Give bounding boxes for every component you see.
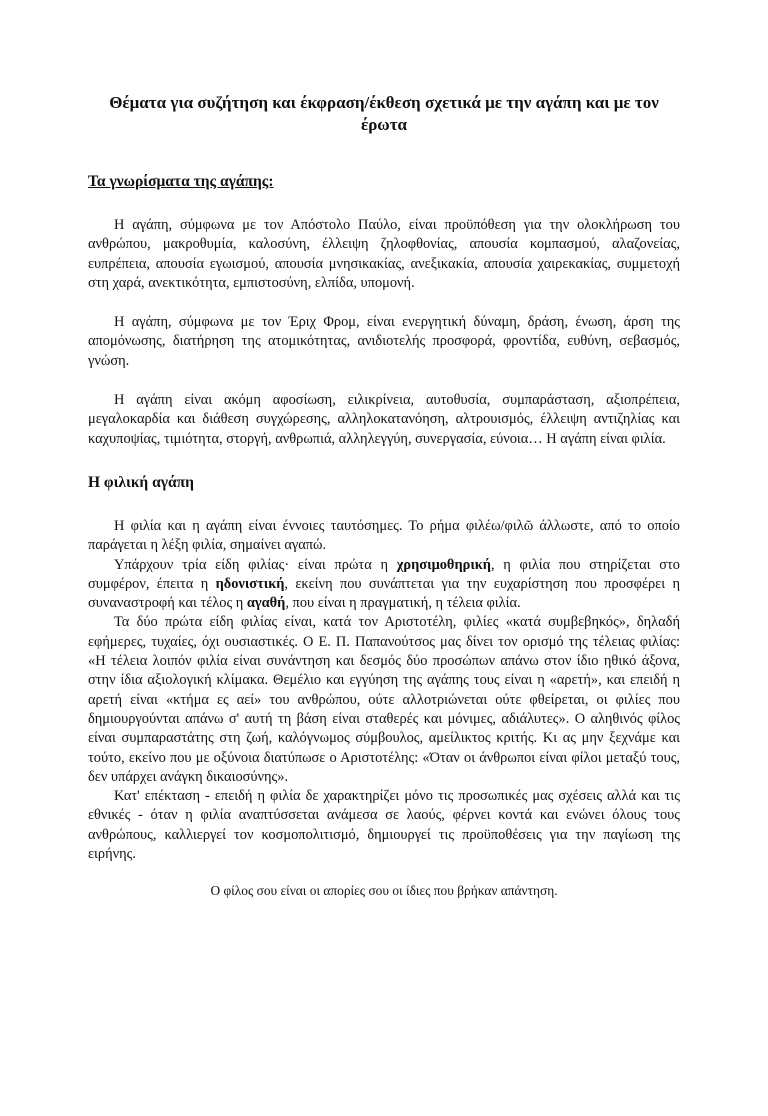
document-title: Θέματα για συζήτηση και έκφραση/έκθεση σχετικά με την αγάπη και με τον έρωτα — [109, 93, 659, 134]
term-hedonistic: ηδονιστική — [215, 575, 285, 592]
closing-quote: Ο φίλος σου είναι οι απορίες σου οι ίδιες που βρήκαν απάντηση. — [210, 883, 558, 899]
term-utilitarian: χρησιμοθηρική — [396, 556, 491, 573]
paragraph-aristotle: Τα δύο πρώτα είδη φιλίας είναι, κατά τον Αριστοτέλη, φιλίες «κατά συμβεβηκός», δηλαδή εφήμερες, τυχαίες, όχι ουσιαστικές. Ο Ε. Π. Παπανούτσος μας δίνει τον ορισμό της τέλειας φιλίας: «Η τέλεια λοιπόν φιλία είναι συνάντηση και δεσμός δύο προσώπων απάνω στον ίδιο ηθικό άξονα, στην ίδια αξιολογική κλίμακα. Θεμέλιο και εγγύηση της αγάπης τους είναι η «αρετή», και επειδή η αρετή είναι «κτήμα ες αεί» του ανθρώπου, ούτε αλλοτριώνεται ούτε φθείρεται, οι φιλίες που δημιουργούνται απάνω σ' αυτή τη βάση είναι σταθερές και μόνιμες, αδιάλυτες». Ο αληθινός φίλος είναι συμπαραστάτης στη ζωή, καλόγνωμος σύμβουλος, αμείλικτος κριτής. Κι ας μην ξεχνάμε και τούτο, εκείνο που με οξύνοια διατύπωσε ο Αριστοτέλης: «Όταν οι άνθρωποι είναι φίλοι μεταξύ τους, δεν υπάρχει ανάγκη δικαιοσύνης». — [88, 614, 680, 785]
paragraph-paul: Η αγάπη, σύμφωνα με τον Απόστολο Παύλο, είναι προϋπόθεση για την ολοκλήρωση του ανθρώπου, μακροθυμία, καλοσύνη, έλλειψη ζηλοφθονίας, απουσία κομπασμού, αλαζονείας, ευπρέπεια, απουσία εγωισμού, απουσία μνησικακίας, ανεξικακία, απουσία χαιρεκακίας, συμμετοχή στη χαρά, ανεκτικότητα, εμπιστοσύνη, ελπίδα, υπομονή. — [88, 217, 680, 291]
paragraph-extension: Κατ' επέκταση - επειδή η φιλία δε χαρακτηρίζει μόνο τις προσωπικές μας σχέσεις αλλά και τις εθνικές - όταν η φιλία αναπτύσσεται ανάμεσα σε λαούς, φέρνει κοντά και ενώνει όλους τους ανθρώπους, καλλιεργεί τον κοσμοπολιτισμό, δημιουργεί τις προϋποθέσεις για την παγίωση της ειρήνης. — [88, 788, 680, 863]
paragraph-three-kinds: Υπάρχουν τρία είδη φιλίας· είναι πρώτα η χρησιμοθηρική, η φιλία που στηρίζεται στο συμφέρον, έπειτα η ηδονιστική, εκείνη που συνάπτεται για την ευχαρίστηση που προσφέρει η συναναστροφή και τέλος η αγαθή, που είναι η πραγματική, η τέλεια φιλία. — [88, 556, 680, 612]
paragraph-love-qualities: Η αγάπη είναι ακόμη αφοσίωση, ειλικρίνεια, αυτοθυσία, συμπαράσταση, αξιοπρέπεια, μεγαλοκαρδία και διάθεση συγχώρεσης, αλληλοκατανόηση, αλτρουισμός, έλλειψη αντιζηλίας και καχυποψίας, τιμιότητα, στοργή, ανθρωπιά, αλληλεγγύη, συνεργασία, εύνοια… Η αγάπη είναι φιλία. — [88, 392, 680, 447]
paragraph-fromm: Η αγάπη, σύμφωνα με τον Έριχ Φρομ, είναι ενεργητική δύναμη, δράση, ένωση, άρση της απομόνωσης, διατήρηση της ατομικότητας, ανιδιοτελής προσφορά, φροντίδα, ευθύνη, σεβασμός, γνώση. — [88, 314, 680, 369]
paragraph-friendship-love: Η φιλία και η αγάπη είναι έννοιες ταυτόσημες. Το ρήμα φιλέω/φιλῶ άλλωστε, από το οποίο παράγεται η λέξη φιλία, σημαίνει αγαπώ. — [88, 517, 680, 554]
section-heading-traits: Τα γνωρίσματα της αγάπης: — [88, 173, 274, 190]
section-heading-friendly-love: Η φιλική αγάπη — [88, 473, 194, 491]
document-page — [0, 92, 768, 1116]
term-good: αγαθή — [246, 595, 286, 612]
